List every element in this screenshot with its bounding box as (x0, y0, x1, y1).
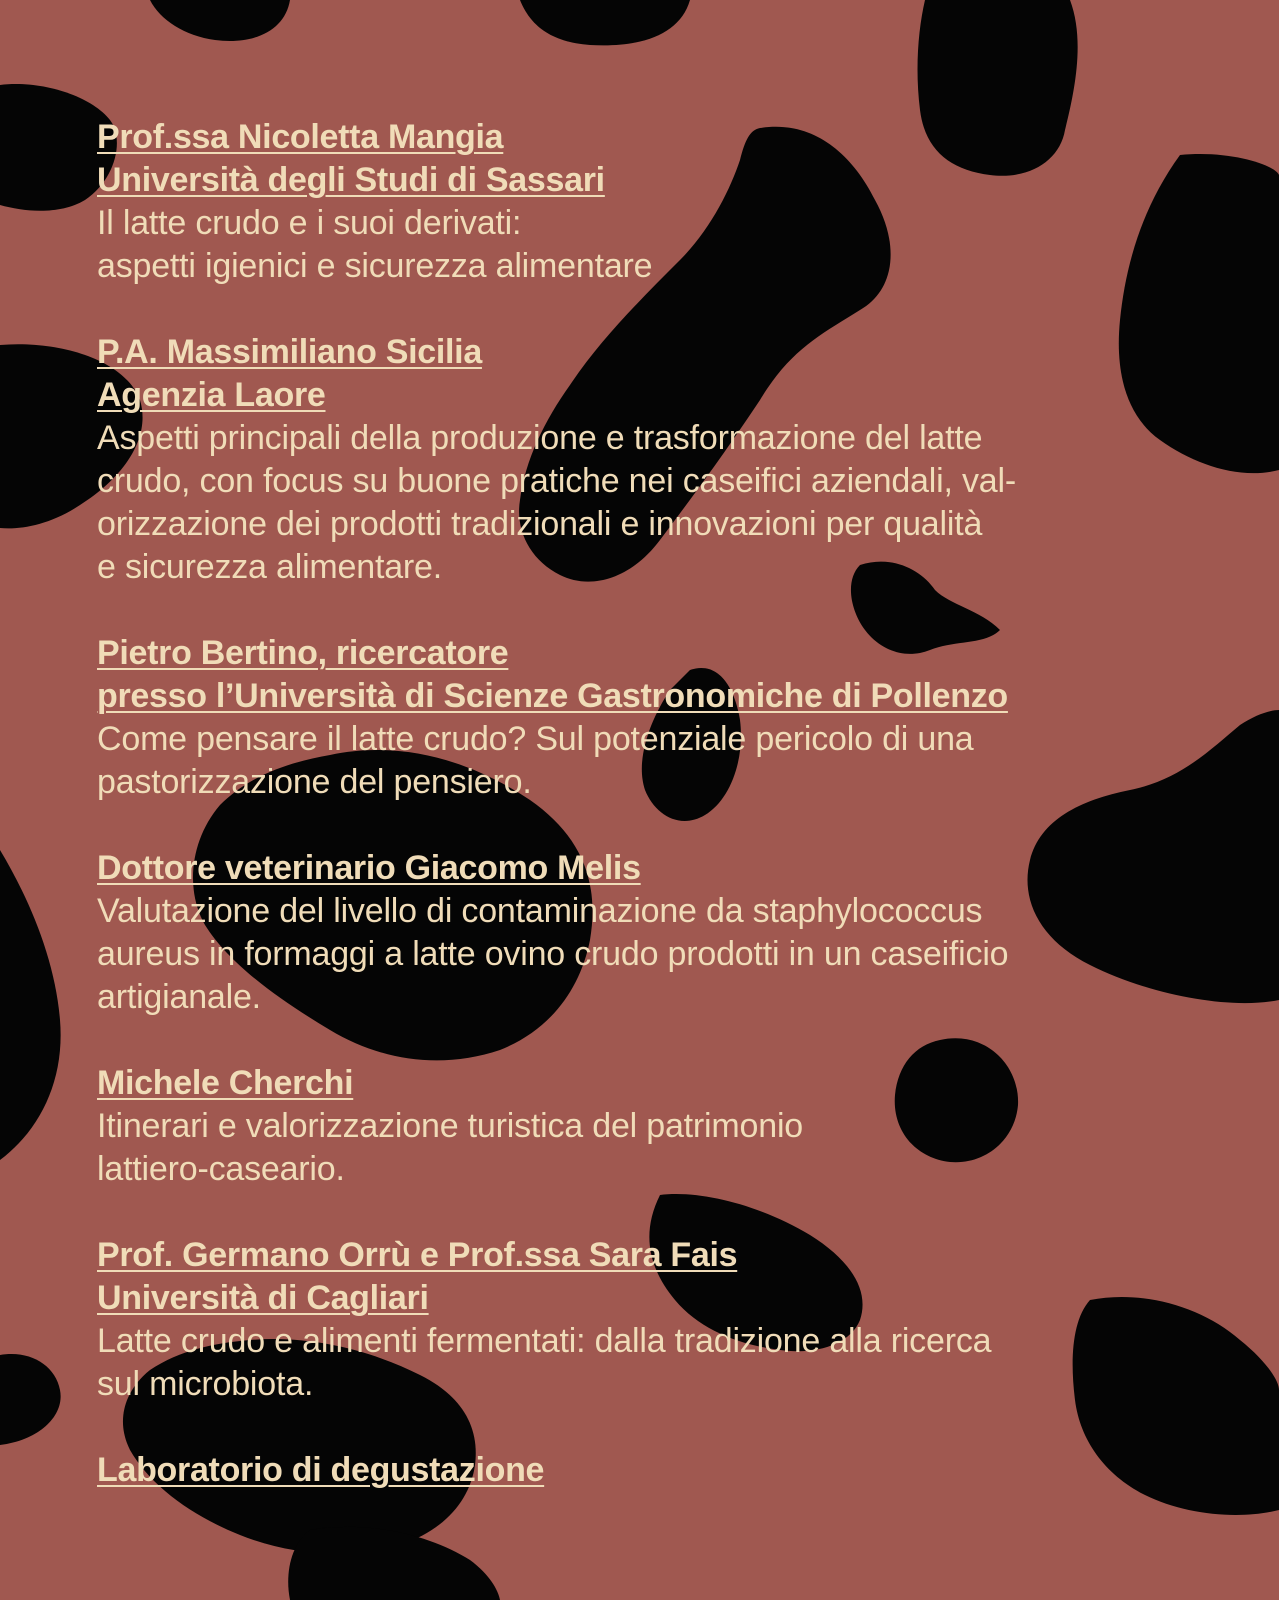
speaker-heading (97, 632, 1207, 718)
speaker-heading (97, 1234, 1207, 1320)
speaker-heading (97, 331, 1207, 417)
speaker-heading (97, 1449, 1207, 1492)
speaker-name: Prof.ssa Nicoletta Mangia (97, 118, 504, 156)
talk-description (97, 890, 1207, 1019)
speaker-name: Dottore veterinario Giacomo Melis (97, 849, 641, 887)
cow-spot (0, 1354, 61, 1445)
talk-description-line: Latte crudo e alimenti fermentati: dalla tradizione alla ricerca (97, 1322, 992, 1360)
talk-description-line: aureus in formaggi a latte ovino crudo prodotti in un caseificio (97, 935, 1009, 973)
tasting-lab-title: Laboratorio di degustazione (97, 1451, 545, 1489)
program-entry (97, 847, 1207, 1019)
speaker-affiliation: presso l’Università di Scienze Gastronomiche di Pollenzo (97, 677, 1008, 715)
program-entry (97, 1234, 1207, 1406)
program-entry (97, 1062, 1207, 1191)
talk-description-line: lattiero-caseario. (97, 1150, 345, 1188)
program-entry (97, 1449, 1207, 1492)
talk-description-line: Il latte crudo e i suoi derivati: (97, 204, 522, 242)
talk-description-line: crudo, con focus su buone pratiche nei caseifici aziendali, val- (97, 462, 1016, 500)
talk-description-line: pastorizzazione del pensiero. (97, 763, 532, 801)
speaker-affiliation: Università di Cagliari (97, 1279, 429, 1317)
talk-description-line: Itinerari e valorizzazione turistica del patrimonio (97, 1107, 804, 1145)
talk-description-line: orizzazione dei prodotti tradizionali e innovazioni per qualità (97, 505, 983, 543)
talk-description (97, 202, 1207, 288)
cow-spot (288, 1527, 500, 1600)
speaker-name: Prof. Germano Orrù e Prof.ssa Sara Fais (97, 1236, 738, 1274)
talk-description-line: Valutazione del livello di contaminazione da staphylococcus (97, 892, 983, 930)
talk-description-line: Aspetti principali della produzione e trasformazione del latte (97, 419, 983, 457)
program-list (97, 116, 1207, 1535)
talk-description-line: aspetti igienici e sicurezza alimentare (97, 247, 653, 285)
talk-description-line: sul microbiota. (97, 1365, 314, 1403)
program-entry (97, 632, 1207, 804)
speaker-name: P.A. Massimiliano Sicilia (97, 333, 482, 371)
speaker-name: Michele Cherchi (97, 1064, 354, 1102)
cow-spot (0, 850, 61, 1160)
talk-description (97, 718, 1207, 804)
talk-description (97, 417, 1207, 589)
talk-description-line: e sicurezza alimentare. (97, 548, 442, 586)
speaker-heading (97, 1062, 1207, 1105)
program-entry (97, 116, 1207, 288)
cow-spot (520, 0, 690, 45)
talk-description (97, 1105, 1207, 1191)
talk-description-line: Come pensare il latte crudo? Sul potenziale pericolo di una (97, 720, 974, 758)
talk-description (97, 1320, 1207, 1406)
cow-spot (150, 0, 290, 41)
talk-description-line: artigianale. (97, 978, 261, 1016)
speaker-affiliation: Università degli Studi di Sassari (97, 161, 605, 199)
speaker-name: Pietro Bertino, ricercatore (97, 634, 509, 672)
speaker-affiliation: Agenzia Laore (97, 376, 326, 414)
speaker-heading (97, 847, 1207, 890)
program-entry (97, 331, 1207, 589)
speaker-heading (97, 116, 1207, 202)
